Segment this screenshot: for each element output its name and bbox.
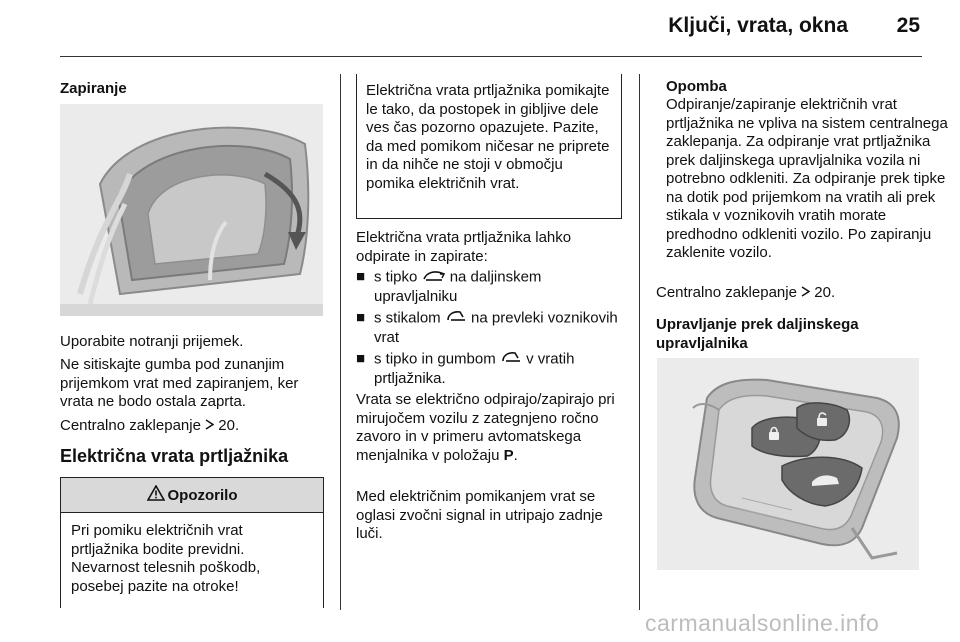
paragraph-outer-button: Ne sitiskajte gumba pod zunanjim prijemkom vrat med zapiranjem, ker vrata ne bodo ostala zaprta. (60, 356, 299, 410)
paragraph-conditions: Vrata se električno odpirajo/zapirajo pri mirujočem vozilu z zategnjeno ročno zavoro in v primeru avtomatskega menjalnika v položaju P. (356, 391, 615, 464)
subheading-remote-control: Upravljanje prek daljinskega upravljalnika (656, 316, 859, 352)
list-item-tailgate-button (356, 350, 626, 388)
ref-page[interactable]: 20. (218, 417, 240, 435)
paragraph-inner-handle: Uporabite notranji prijemek. (60, 333, 244, 350)
bullet-list (356, 268, 626, 388)
warning-header (61, 478, 323, 513)
ref-label: Centralno zaklepanje (656, 284, 797, 302)
tailgate-icon (445, 309, 467, 329)
gear-position: P (503, 446, 514, 464)
ref-label: Centralno zaklepanje (60, 417, 201, 435)
page-number: 25 (896, 14, 920, 37)
ref-page[interactable]: 20. (814, 284, 836, 302)
remote-key-image (657, 358, 919, 570)
warning-title: Opozorilo (167, 486, 238, 504)
list-item-text: v vratih prtljažnika. (374, 350, 575, 387)
paragraph-central-locking-ref-2 (656, 284, 926, 303)
running-header-title: Ključi, vrata, okna (668, 14, 848, 37)
conditions-text: Vrata se električno odpirajo/zapirajo pri mirujočem vozilu z zategnjeno ročno zavoro in v primeru avtomatskega menjalnika v položaju (356, 391, 615, 464)
bullet-square-icon: ■ (356, 309, 366, 326)
list-item-text: s tipko (374, 268, 418, 286)
paragraph-signal: Med električnim pomikanjem vrat se oglasi zvočni signal in utripajo zadnje luči. (356, 488, 603, 542)
list-item-text: na prevleki voznikovih vrat (374, 309, 618, 346)
caution-text: Električna vrata prtljažnika pomikajte le tako, da postopek in gibljive dele ves čas pozorno opazujete. Pazite, da med pomikom ničesar ne priprete in da nihče ne stoji v območju pomika električnih vrat. (366, 82, 610, 192)
paragraph-open-close-intro: Električna vrata prtljažnika lahko odpirate in zapirate: (356, 229, 572, 265)
list-item-text: s stikalom (374, 309, 441, 327)
bullet-square-icon: ■ (356, 268, 366, 285)
column-divider-1 (340, 74, 341, 610)
warning-box (60, 477, 324, 608)
ref-arrow-icon (205, 417, 214, 436)
trunk-lid-image (60, 104, 323, 316)
tailgate-icon (422, 268, 446, 288)
note-title: Opomba (666, 78, 727, 95)
caution-box (356, 74, 622, 219)
list-item-text: na daljinskem upravljalniku (374, 268, 542, 305)
list-item-text: s tipko in gumbom (374, 350, 496, 368)
list-item-remote (356, 268, 626, 306)
list-item-switch (356, 309, 626, 347)
watermark: carmanualsonline.info (645, 610, 880, 636)
ref-arrow-icon (801, 284, 810, 303)
section-heading-zapiranje: Zapiranje (60, 80, 127, 97)
warning-text: Pri pomiku električnih vrat prtljažnika bodite previdni. Nevarnost telesnih poškodb, posebej pazite na otroke! (71, 522, 261, 595)
section-title-power-tailgate: Električna vrata prtljažnika (60, 446, 289, 466)
column-divider-2 (639, 74, 640, 610)
bullet-square-icon: ■ (356, 350, 366, 367)
note-text: Odpiranje/zapiranje električnih vrat prtljažnika ne vpliva na sistem centralnega zaklepanja. Za odpiranje vrat prtljažnika prek daljinskega upravljalnika vozila ni potrebno odkleniti. Za odpiranje prek tipke na dotik pod prijemkom na vratih ali prek stikala v voznikovih vratih morate predhodno odkleniti vozilo. Po zapiranju zaklenite vozilo. (666, 96, 948, 261)
tailgate-icon (500, 350, 522, 370)
warning-triangle-icon (147, 485, 165, 505)
paragraph-central-locking-ref (60, 417, 330, 436)
header-divider (60, 56, 922, 57)
